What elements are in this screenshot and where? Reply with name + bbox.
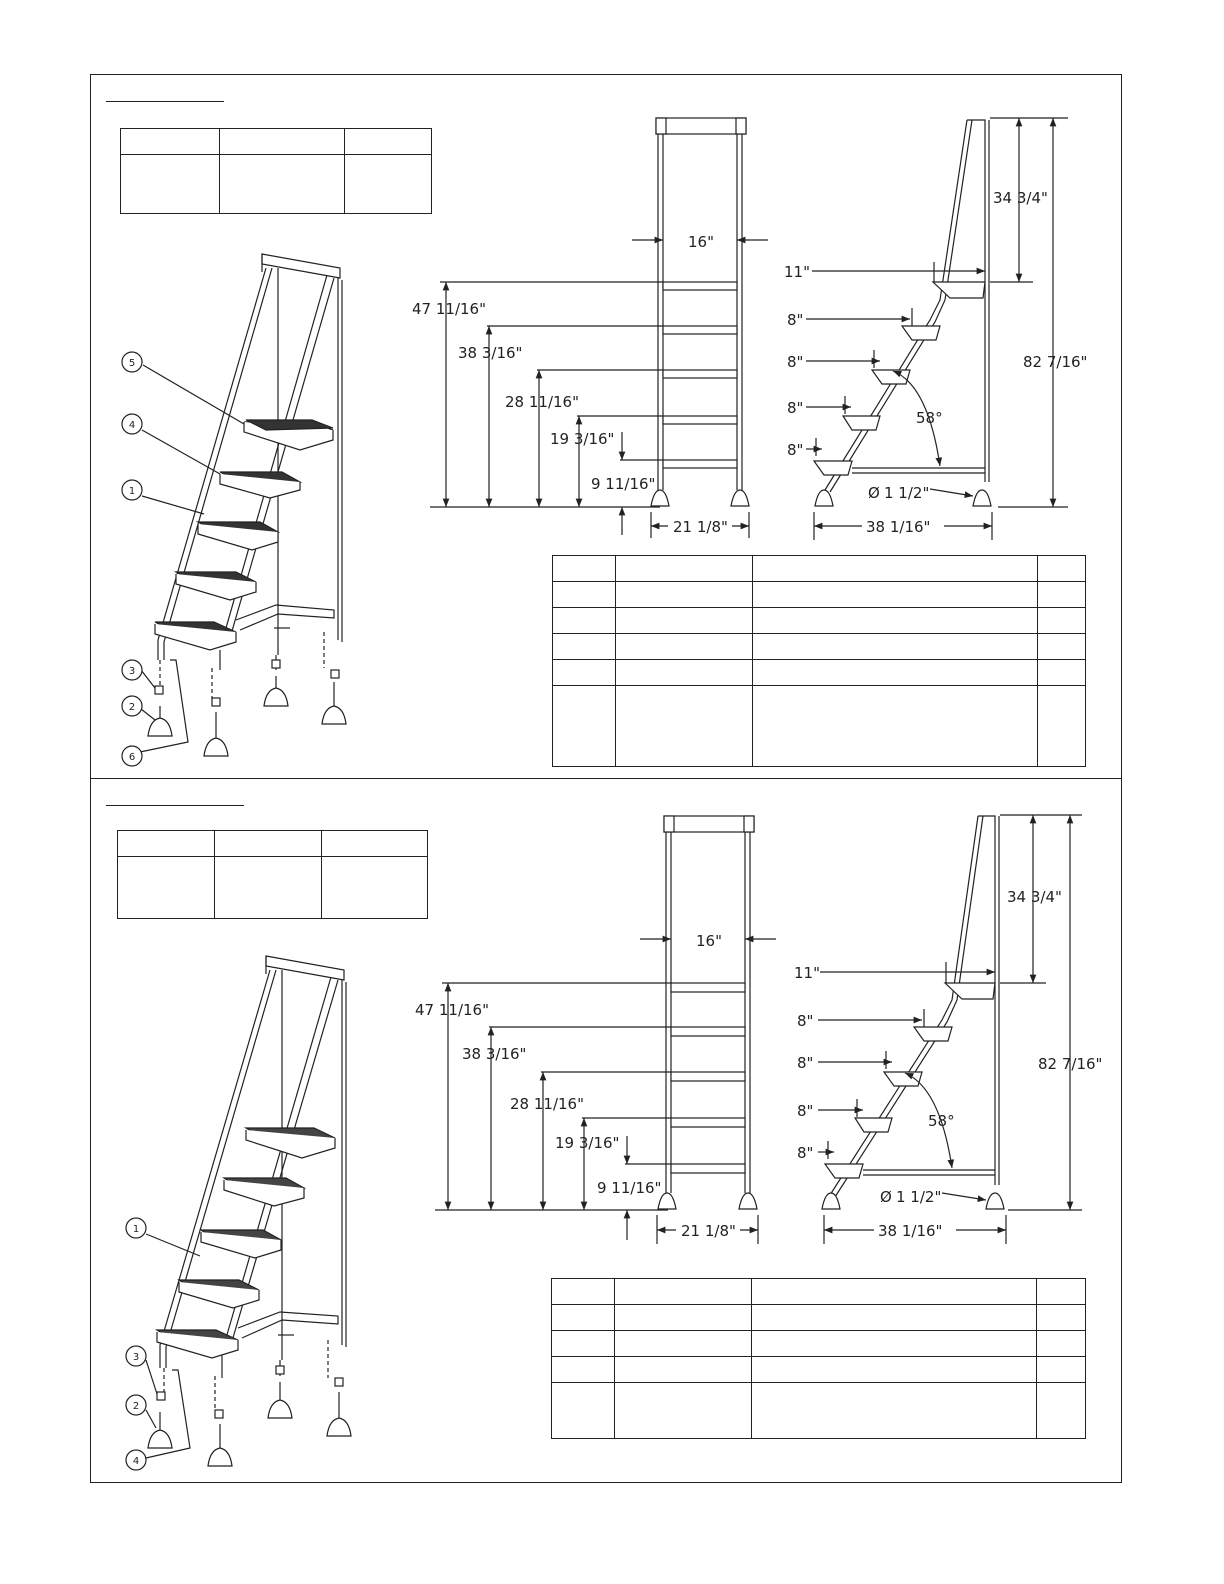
step-height-label: 9 11/16": [597, 1179, 662, 1197]
diameter-symbol: Ø: [880, 1188, 892, 1206]
section-a-side-view: [806, 118, 1068, 540]
callout-number: 3: [132, 1352, 140, 1363]
step-depth-label: 8": [797, 1102, 814, 1120]
angle-label: 58°: [916, 409, 943, 427]
step-height-label: 38 3/16": [458, 344, 523, 362]
overall-height-label: 82 7/16": [1038, 1055, 1103, 1073]
step-depth-label: 8": [797, 1144, 814, 1162]
section-a-front-dim-labels: [412, 233, 728, 536]
step-height-label: 19 3/16": [555, 1134, 620, 1152]
step-height-label: 28 11/16": [505, 393, 579, 411]
front-width-label: 16": [696, 932, 722, 950]
step-height-label: 38 3/16": [462, 1045, 527, 1063]
top-step-depth-label: 11": [794, 964, 820, 982]
section-b-side-dim-labels: [794, 888, 1102, 1240]
step-depth-label: 8": [787, 441, 804, 459]
section-a-isometric-view: [122, 254, 346, 766]
diameter-symbol: Ø: [868, 484, 880, 502]
callout-number: 4: [132, 1456, 140, 1467]
callout-number: 2: [128, 702, 136, 713]
step-depth-label: 8": [787, 353, 804, 371]
handrail-height-label: 34 3/4": [1007, 888, 1062, 906]
step-depth-label: 8": [797, 1012, 814, 1030]
callout-number: 2: [132, 1401, 140, 1412]
section-b-isometric-view: [126, 956, 351, 1470]
tube-diameter-label: 1 1/2": [896, 1188, 942, 1206]
front-width-label: 16": [688, 233, 714, 251]
base-depth-label: 38 1/16": [866, 518, 931, 536]
base-width-label: 21 1/8": [673, 518, 728, 536]
tube-diameter-label: 1 1/2": [884, 484, 930, 502]
callout-number: 5: [128, 358, 136, 369]
step-height-label: 28 11/16": [510, 1095, 584, 1113]
callout-number: 3: [128, 666, 136, 677]
overall-height-label: 82 7/16": [1023, 353, 1088, 371]
callout-number: 1: [128, 486, 136, 497]
step-depth-label: 8": [797, 1054, 814, 1072]
handrail-height-label: 34 3/4": [993, 189, 1048, 207]
step-depth-label: 8": [787, 311, 804, 329]
section-b-front-dim-labels: [415, 932, 736, 1240]
callout-number: 1: [132, 1224, 140, 1235]
callout-number: 6: [128, 752, 136, 763]
section-b-side-view: [818, 815, 1082, 1244]
step-height-label: 19 3/16": [550, 430, 615, 448]
base-width-label: 21 1/8": [681, 1222, 736, 1240]
step-height-label: 47 11/16": [412, 300, 486, 318]
section-a-side-dim-labels: [784, 189, 1087, 536]
top-step-depth-label: 11": [784, 263, 810, 281]
step-depth-label: 8": [787, 399, 804, 417]
callout-number: 4: [128, 420, 136, 431]
step-height-label: 9 11/16": [591, 475, 656, 493]
base-depth-label: 38 1/16": [878, 1222, 943, 1240]
step-height-label: 47 11/16": [415, 1001, 489, 1019]
angle-label: 58°: [928, 1112, 955, 1130]
